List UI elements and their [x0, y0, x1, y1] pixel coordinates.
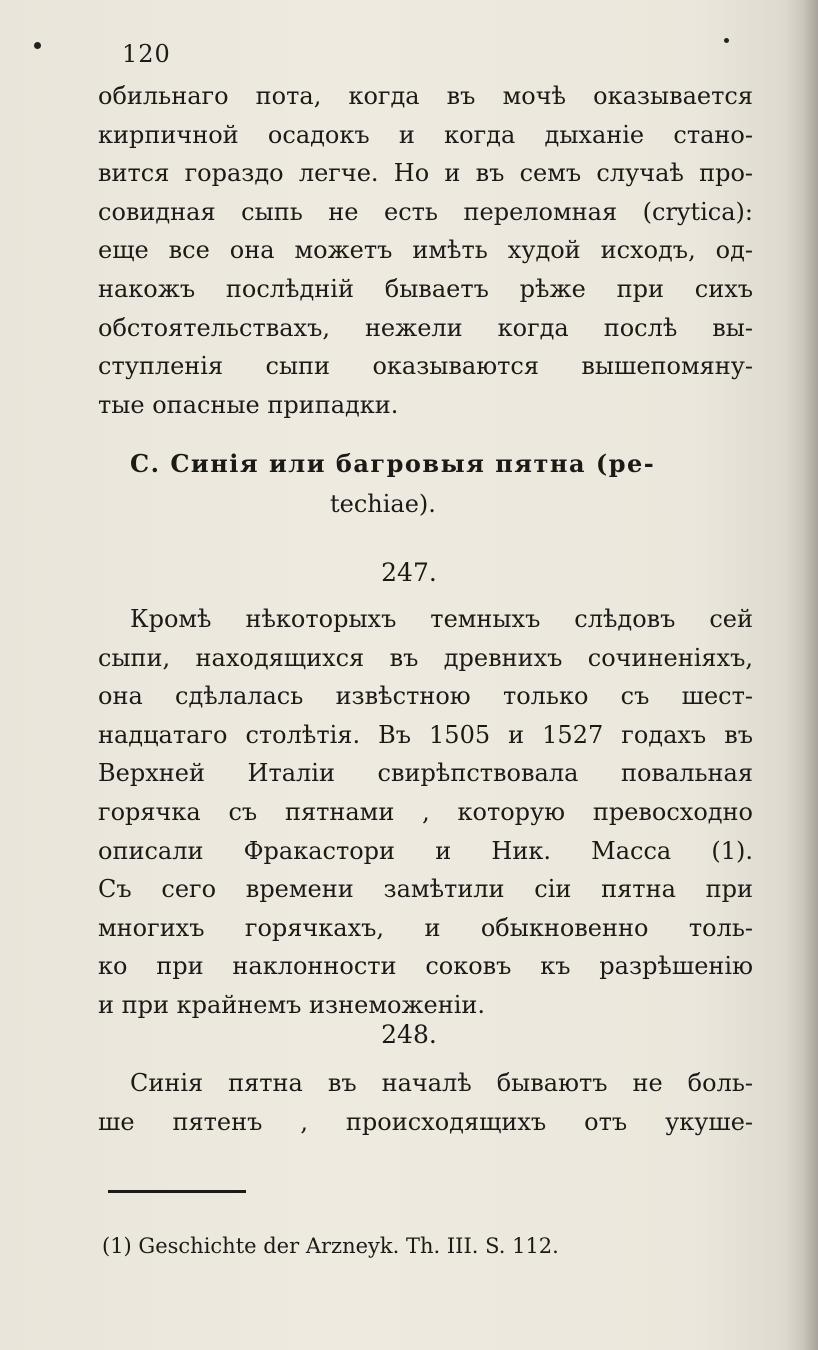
text-line: описали Фракастори и Ник. Масса (1). [98, 836, 753, 865]
paragraph-248 [98, 1064, 753, 1141]
text-line: совидная сыпь не есть переломная (crytica): [98, 197, 753, 226]
text-line: ко при наклонности соковъ къ разрѣшенію [98, 952, 753, 981]
paragraph-247 [98, 600, 753, 1025]
text-line: Съ сего времени замѣтили сіи пятна при [98, 875, 753, 904]
text-line: вится гораздо легче. Но и въ семъ случаѣ про- [98, 159, 753, 188]
text-line: накожъ послѣдній бываетъ рѣже при сихъ [98, 274, 753, 303]
section-heading-line: С. Синія или багровыя пятна (pe- [130, 449, 656, 478]
text-line: обстоятельствахъ, нежели когда послѣ вы- [98, 313, 753, 342]
text-line: ступленія сыпи оказываются вышепомяну- [98, 352, 753, 381]
footnote: (1) Geschichte der Arzneyk. Th. III. S. 112. [102, 1234, 559, 1258]
text-line: Кромѣ нѣкоторыхъ темныхъ слѣдовъ сей [130, 605, 753, 633]
ink-speck [34, 42, 41, 49]
text-line: кирпичной осадокъ и когда дыханіе стано- [98, 120, 753, 149]
text-line: горячка съ пятнами , которую превосходно [98, 797, 753, 826]
text-line: тые опасные припадки. [98, 390, 399, 419]
section-heading-line: techiae). [330, 490, 436, 518]
text-line: обильнаго пота, когда въ мочѣ оказывается [98, 82, 753, 110]
footnote-rule [108, 1190, 246, 1193]
section-number-248: 248. [381, 1020, 437, 1049]
text-line: она сдѣлалась извѣстною только съ шест- [98, 682, 753, 711]
text-line: сыпи, находящихся въ древнихъ сочиненіяхъ, [98, 643, 753, 672]
text-line: Верхней Италіи свирѣпствовала повальная [98, 759, 753, 788]
text-line: надцатаго столѣтія. Въ 1505 и 1527 годахъ въ [98, 720, 753, 749]
paragraph-continued [98, 77, 753, 424]
ink-speck [724, 38, 729, 43]
text-line: многихъ горячкахъ, и обыкновенно толь- [98, 913, 753, 942]
text-line: ше пятенъ , происходящихъ отъ укуше- [98, 1107, 753, 1136]
section-heading [130, 444, 750, 524]
text-line: еще все она можетъ имѣть худой исходъ, од- [98, 236, 753, 265]
text-line: Синія пятна въ началѣ бываютъ не боль- [130, 1069, 753, 1097]
section-number-247: 247. [381, 558, 437, 587]
text-line: и при крайнемъ изнеможеніи. [98, 990, 486, 1019]
page-number: 120 [122, 40, 171, 68]
spine-shadow [784, 0, 818, 1350]
